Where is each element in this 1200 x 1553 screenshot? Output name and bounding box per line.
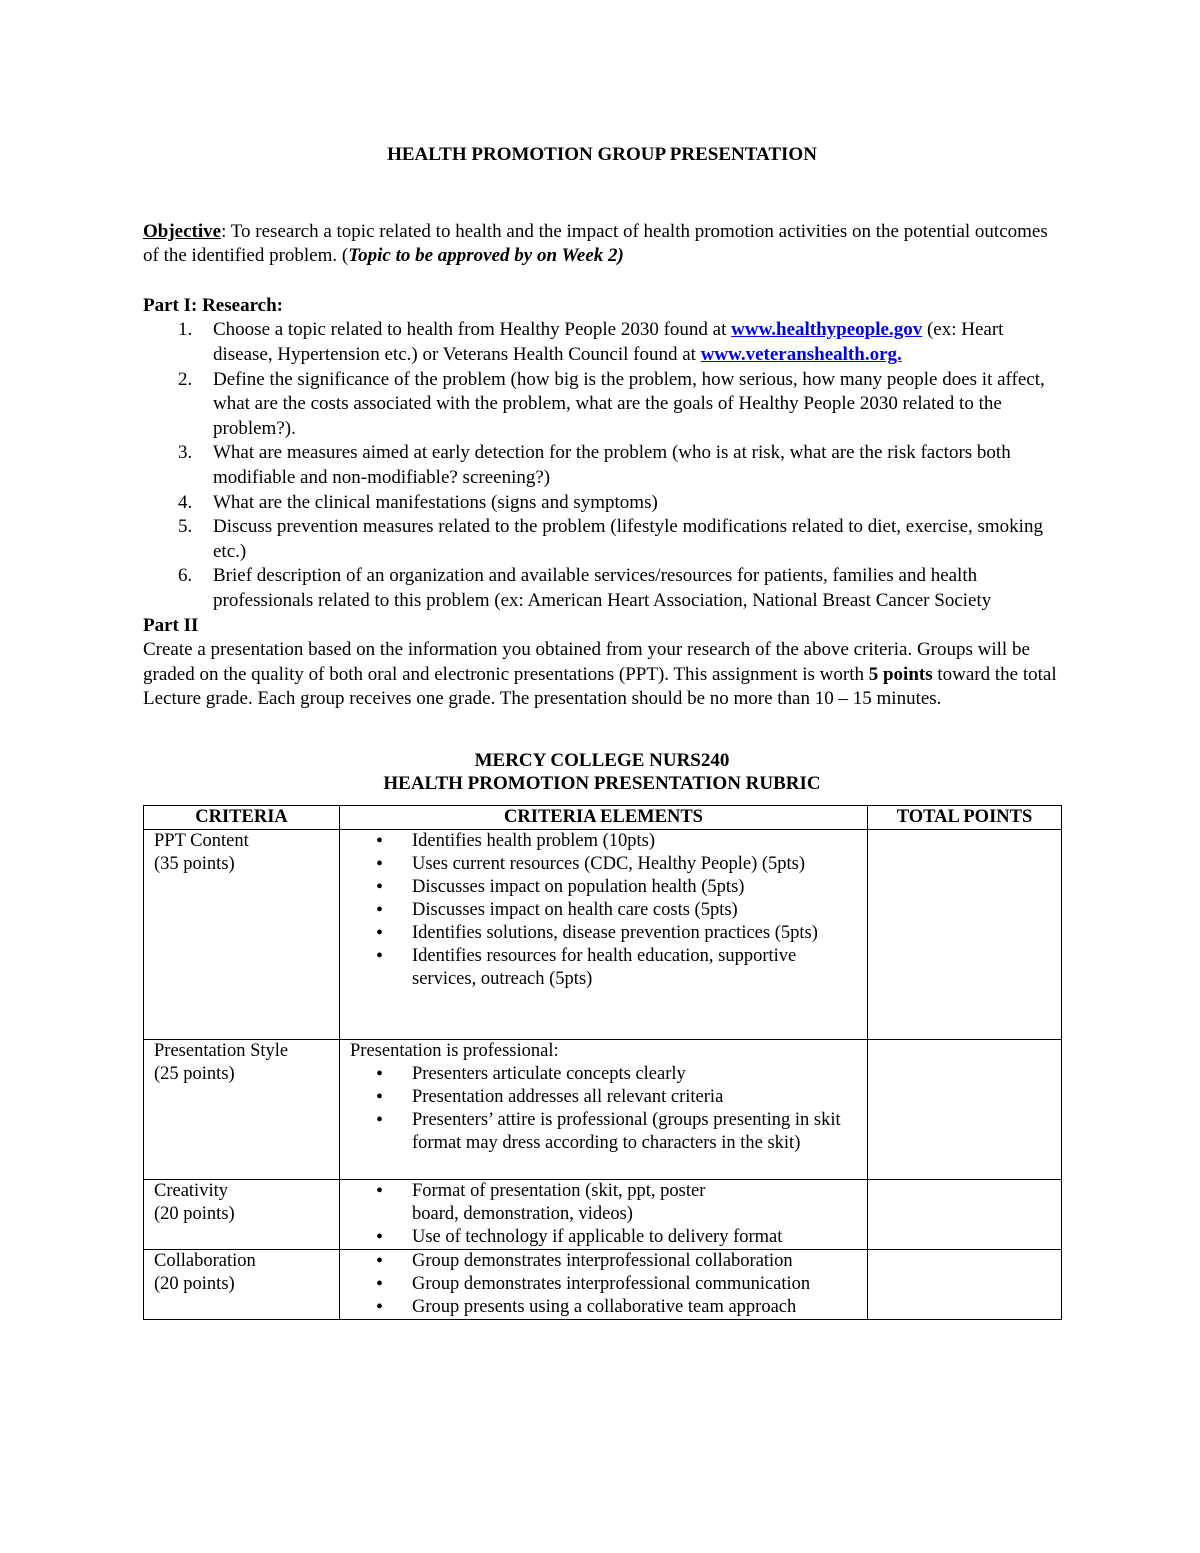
elements-list	[340, 1180, 783, 1249]
criteria-points: (20 points)	[154, 1203, 235, 1224]
page-title: HEALTH PROMOTION GROUP PRESENTATION	[387, 144, 817, 165]
total-points-cell[interactable]	[868, 829, 1062, 1039]
research-item-text: What are measures aimed at early detection for the problem (who is at risk, what are the risk factors both modifiable and non-modifiable? screening?)	[213, 442, 1011, 488]
criteria-points: (20 points)	[154, 1273, 235, 1294]
element-item: • Presenters articulate concepts clearly	[340, 1063, 857, 1086]
elements-list	[340, 830, 857, 991]
part2-points: 5 points	[868, 663, 933, 685]
criteria-name: Collaboration	[154, 1250, 256, 1271]
column-header-elements: CRITERIA ELEMENTS	[340, 805, 868, 829]
elements-intro: Presentation is professional:	[350, 1040, 559, 1061]
objective-text: : To research a topic related to health and the impact of health promotion activities on the potential outcomes of the identified problem. (	[143, 220, 1048, 267]
research-item-number: 6.	[178, 565, 193, 587]
research-item-3	[143, 441, 1061, 490]
research-item-2	[143, 368, 1061, 442]
research-item-number: 2.	[178, 368, 193, 390]
element-item: • Group demonstrates interprofessional communication	[340, 1273, 857, 1296]
element-item: • Discusses impact on population health (5pts)	[340, 876, 857, 899]
elements-list	[340, 1250, 857, 1319]
research-item-5	[143, 515, 1061, 564]
rubric-heading-college: MERCY COLLEGE NURS240	[474, 749, 730, 771]
criteria-points: (35 points)	[154, 853, 235, 874]
rubric-header-row	[144, 805, 1062, 829]
part2-text-a: Create a presentation based on the information you obtained from your research of the above criteria. Groups will be graded on the quality of both oral and electronic presentations (PPT). This assignment is worth	[143, 639, 1030, 685]
research-item-number: 3.	[178, 442, 193, 464]
element-item: • Group presents using a collaborative team approach	[340, 1296, 857, 1319]
element-item: • Presenters’ attire is professional (groups presenting in skit format may dress according to characters in the skit)	[340, 1109, 857, 1155]
criteria-cell	[144, 1179, 340, 1249]
research-item-6	[143, 564, 1061, 613]
objective-label: Objective	[143, 220, 222, 242]
research-item-number: 1.	[178, 319, 193, 341]
rubric-row-collaboration	[144, 1249, 1062, 1319]
element-item: • Use of technology if applicable to delivery format	[340, 1226, 867, 1249]
column-header-criteria: CRITERIA	[144, 805, 340, 829]
veteranshealth-link[interactable]: www.veteranshealth.org.	[700, 343, 902, 365]
research-item-text: Define the significance of the problem (how big is the problem, how serious, how many people does it affect, what are the costs associated with the problem, what are the goals of Healthy People 2030 related to the problem?).	[213, 368, 1045, 439]
element-item: • Discusses impact on health care costs (5pts)	[340, 899, 857, 922]
research-item-1-text-b: (ex: Heart disease, Hypertension etc.) or Veterans Health Council found at	[213, 319, 1004, 365]
elements-cell	[340, 1179, 868, 1249]
element-item: • Presentation addresses all relevant criteria	[340, 1086, 857, 1109]
total-points-cell[interactable]	[868, 1249, 1062, 1319]
criteria-cell	[144, 1039, 340, 1179]
document-content	[143, 143, 1061, 1320]
element-item: • Identifies health problem (10pts)	[340, 830, 857, 853]
research-item-number: 4.	[178, 491, 193, 513]
element-item: • Group demonstrates interprofessional collaboration	[340, 1250, 857, 1273]
research-item-text: What are the clinical manifestations (signs and symptoms)	[213, 491, 658, 513]
criteria-name: PPT Content	[154, 830, 249, 851]
criteria-points: (25 points)	[154, 1063, 235, 1084]
criteria-name: Creativity	[154, 1180, 228, 1201]
research-item-1-text-a: Choose a topic related to health from Healthy People 2030 found at	[213, 319, 732, 341]
part2-paragraph	[143, 638, 1061, 712]
objective-approval-note: Topic to be approved by on Week 2)	[348, 245, 624, 267]
rubric-heading-title: HEALTH PROMOTION PRESENTATION RUBRIC	[383, 772, 821, 794]
rubric-table	[143, 805, 1062, 1320]
rubric-row-creativity	[144, 1179, 1062, 1249]
research-item-1	[143, 318, 1061, 367]
part2-text-b: toward the total Lecture grade. Each group receives one grade. The presentation should be no more than 10 – 15 minutes.	[143, 663, 1057, 710]
element-item: • Uses current resources (CDC, Healthy People) (5pts)	[340, 853, 857, 876]
objective-paragraph	[143, 220, 1061, 269]
part2-heading: Part II	[143, 614, 199, 636]
elements-cell	[340, 1249, 868, 1319]
criteria-cell	[144, 829, 340, 1039]
research-item-number: 5.	[178, 516, 193, 538]
rubric-row-ppt-content	[144, 829, 1062, 1039]
element-item: • Format of presentation (skit, ppt, poster board, demonstration, videos)	[340, 1180, 717, 1226]
part1-heading: Part I: Research:	[143, 294, 283, 316]
elements-cell	[340, 829, 868, 1039]
criteria-name: Presentation Style	[154, 1040, 289, 1061]
research-item-text: Brief description of an organization and available services/resources for patients, families and health professionals related to this problem (ex: American Heart Association, National Breast Cancer Society	[213, 565, 992, 611]
element-item: • Identifies solutions, disease prevention practices (5pts)	[340, 922, 857, 945]
healthypeople-link[interactable]: www.healthypeople.gov	[731, 319, 923, 341]
research-list	[143, 318, 1061, 613]
rubric-heading	[143, 749, 1061, 795]
research-item-4	[143, 491, 1061, 516]
total-points-cell[interactable]	[868, 1039, 1062, 1179]
elements-list	[340, 1063, 857, 1155]
column-header-total-points: TOTAL POINTS	[868, 805, 1062, 829]
total-points-cell[interactable]	[868, 1179, 1062, 1249]
research-item-text: Discuss prevention measures related to the problem (lifestyle modifications related to diet, exercise, smoking etc.)	[213, 516, 1043, 562]
criteria-cell	[144, 1249, 340, 1319]
element-item: • Identifies resources for health education, supportive services, outreach (5pts)	[340, 945, 857, 991]
rubric-row-presentation-style	[144, 1039, 1062, 1179]
elements-cell	[340, 1039, 868, 1179]
